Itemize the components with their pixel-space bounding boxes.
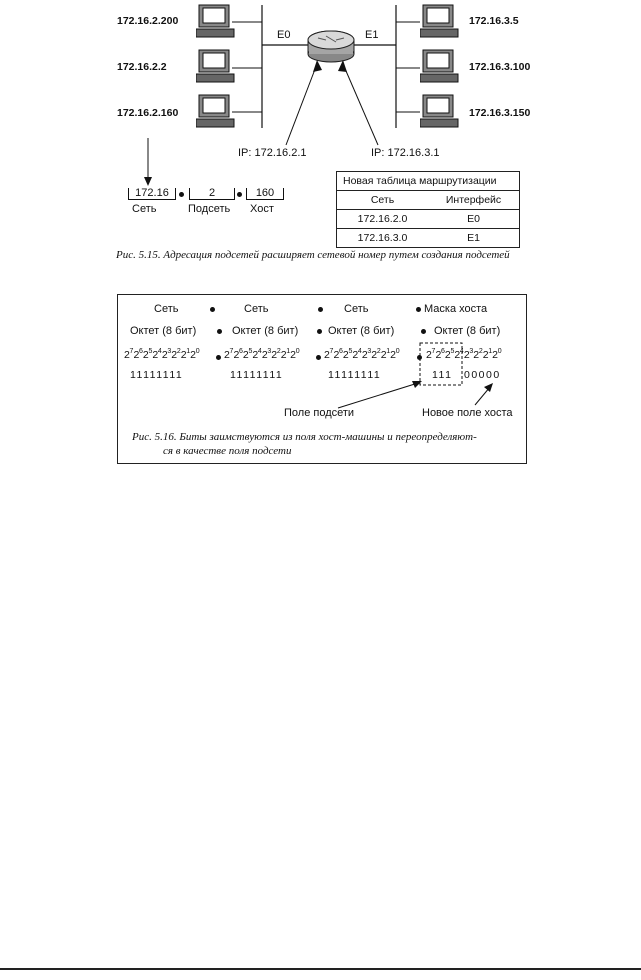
interface-e1-label: E1 <box>365 29 379 41</box>
subnet-bits: 111 <box>432 369 453 381</box>
octet-size: Октет (8 бит) <box>434 325 501 337</box>
host-bits: 00000 <box>464 369 501 381</box>
host-part-label: Хост <box>250 203 274 215</box>
table-cell: 172.16.2.0 <box>357 213 408 225</box>
octet-size: Октет (8 бит) <box>328 325 395 337</box>
octet-name: Сеть <box>244 303 269 315</box>
bit-weights: $2^72^62^52^42^32^22^12^0$ <box>224 348 300 361</box>
bit-weights: $2^72^62^52^42^32^22^12^0$ <box>124 348 200 361</box>
subnet-field-marker <box>118 295 526 425</box>
routing-table <box>336 171 520 248</box>
host-ip-label: 172.16.2.200 <box>117 15 179 27</box>
host-ip-label: 172.16.2.160 <box>117 107 179 119</box>
table-cell: 172.16.3.0 <box>357 232 408 244</box>
octet-bits: 11111111 <box>230 369 284 381</box>
page-bottom-rule <box>0 968 641 970</box>
figure-caption: Рис. 5.15. Адресация подсетей расширяет сетевой номер путем создания подсетей <box>116 249 510 261</box>
computer-icon <box>196 94 236 130</box>
computer-icon <box>196 4 236 40</box>
octet-bits: 11111111 <box>328 369 382 381</box>
network-diagram <box>0 0 641 250</box>
figure-caption: ся в качестве поля подсети <box>163 445 292 457</box>
new-host-field-label: Новое поле хоста <box>422 407 513 419</box>
subnet-part-label: Подсеть <box>188 203 231 215</box>
net-part-value: 172.16 <box>128 188 176 200</box>
octet-name: Маска хоста <box>424 303 488 315</box>
octet-bits: 11111111 <box>130 369 184 381</box>
host-ip-label: 172.16.3.100 <box>469 61 531 73</box>
bit-weights: $2^72^62^52^42^32^22^12^0$ <box>324 348 400 361</box>
interface-e0-label: E0 <box>277 29 291 41</box>
separator-dot <box>237 192 242 197</box>
subnet-part-value: 2 <box>189 188 235 200</box>
table-cell: E1 <box>467 232 480 244</box>
octet-name: Сеть <box>154 303 179 315</box>
computer-icon <box>420 49 460 85</box>
computer-icon <box>196 49 236 85</box>
router-ip-left: IP: 172.16.2.1 <box>238 147 307 159</box>
octet-size: Октет (8 бит) <box>232 325 299 337</box>
separator-dot <box>179 192 184 197</box>
routing-table-title: Новая таблица маршрутизации <box>343 175 497 187</box>
router-icon <box>308 31 354 62</box>
subnet-field-label: Поле подсети <box>284 407 355 419</box>
octet-name: Сеть <box>344 303 369 315</box>
router-ip-right: IP: 172.16.3.1 <box>371 147 440 159</box>
computer-icon <box>420 94 460 130</box>
table-row <box>337 229 519 247</box>
figure-5-16 <box>117 294 527 464</box>
host-part-value: 160 <box>246 188 284 200</box>
octet-size: Октет (8 бит) <box>130 325 197 337</box>
computer-icon <box>420 4 460 40</box>
table-row <box>337 210 519 229</box>
table-cell: E0 <box>467 213 480 225</box>
host-ip-label: 172.16.3.5 <box>469 15 519 27</box>
routing-table-col-interface: Интерфейс <box>445 194 502 206</box>
routing-table-col-network: Сеть <box>370 194 395 206</box>
bit-weights: $2^72^62^52^42^32^22^12^0$ <box>426 348 502 361</box>
host-ip-label: 172.16.2.2 <box>117 61 167 73</box>
net-part-label: Сеть <box>132 203 157 215</box>
figure-caption: Рис. 5.16. Биты заимствуются из поля хост-машины и переопределяют- <box>132 431 477 443</box>
host-ip-label: 172.16.3.150 <box>469 107 531 119</box>
